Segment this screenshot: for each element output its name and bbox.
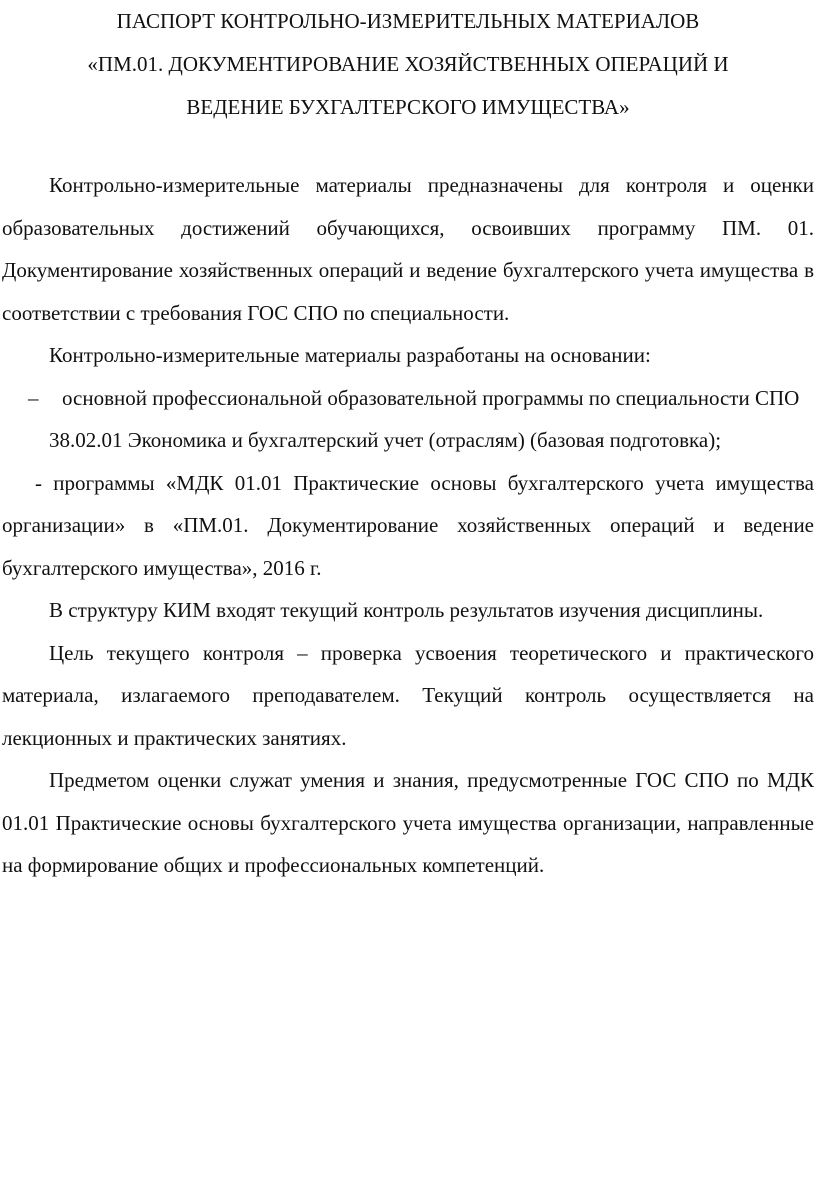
title-line-2: «ПМ.01. ДОКУМЕНТИРОВАНИЕ ХОЗЯЙСТВЕННЫХ ОПЕРАЦИЙ И xyxy=(87,52,729,76)
title-line-1: ПАСПОРТ КОНТРОЛЬНО-ИЗМЕРИТЕЛЬНЫХ МАТЕРИАЛОВ xyxy=(116,9,700,33)
paragraph-mdk-program: - программы «МДК 01.01 Практические основы бухгалтерского учета имущества организации» в «ПМ.01. Документирование хозяйственных операций и ведение бухгалтерского имущества», 2016 г. xyxy=(2,470,814,580)
paragraph-kim-structure: В структуру КИМ входят текущий контроль результатов изучения дисциплины. xyxy=(49,598,764,622)
title-line-3: ВЕДЕНИЕ БУХГАЛТЕРСКОГО ИМУЩЕСТВА» xyxy=(186,95,630,119)
document-body xyxy=(2,164,814,887)
bullet-text: основной профессиональной образовательной программы по специальности СПО xyxy=(62,385,800,410)
paragraph-purpose: Контрольно-измерительные материалы предназначены для контроля и оценки образовательных достижений обучающихся, освоивших программу ПМ. 01. Документирование хозяйственных операций и ведение бухгалтерского учета имущества в соответствии с требования ГОС СПО по специальности. xyxy=(2,173,814,325)
paragraph-specialty: 38.02.01 Экономика и бухгалтерский учет (отраслям) (базовая подготовка); xyxy=(49,428,722,452)
bullet-dash: – xyxy=(28,385,39,410)
paragraph-assessment-subject: Предметом оценки служат умения и знания, предусмотренные ГОС СПО по МДК 01.01 Практические основы бухгалтерского учета имущества организации, направленные на формирование общих и профессиональных компетенций. xyxy=(2,768,814,877)
paragraph-control-goal: Цель текущего контроля – проверка усвоения теоретического и практического материала, излагаемого преподавателем. Текущий контроль осуществляется на лекционных и практических занятиях. xyxy=(2,640,814,750)
bullet-item-program xyxy=(2,377,814,420)
document-title xyxy=(30,0,786,129)
paragraph-basis-intro: Контрольно-измерительные материалы разработаны на основании: xyxy=(49,343,651,367)
